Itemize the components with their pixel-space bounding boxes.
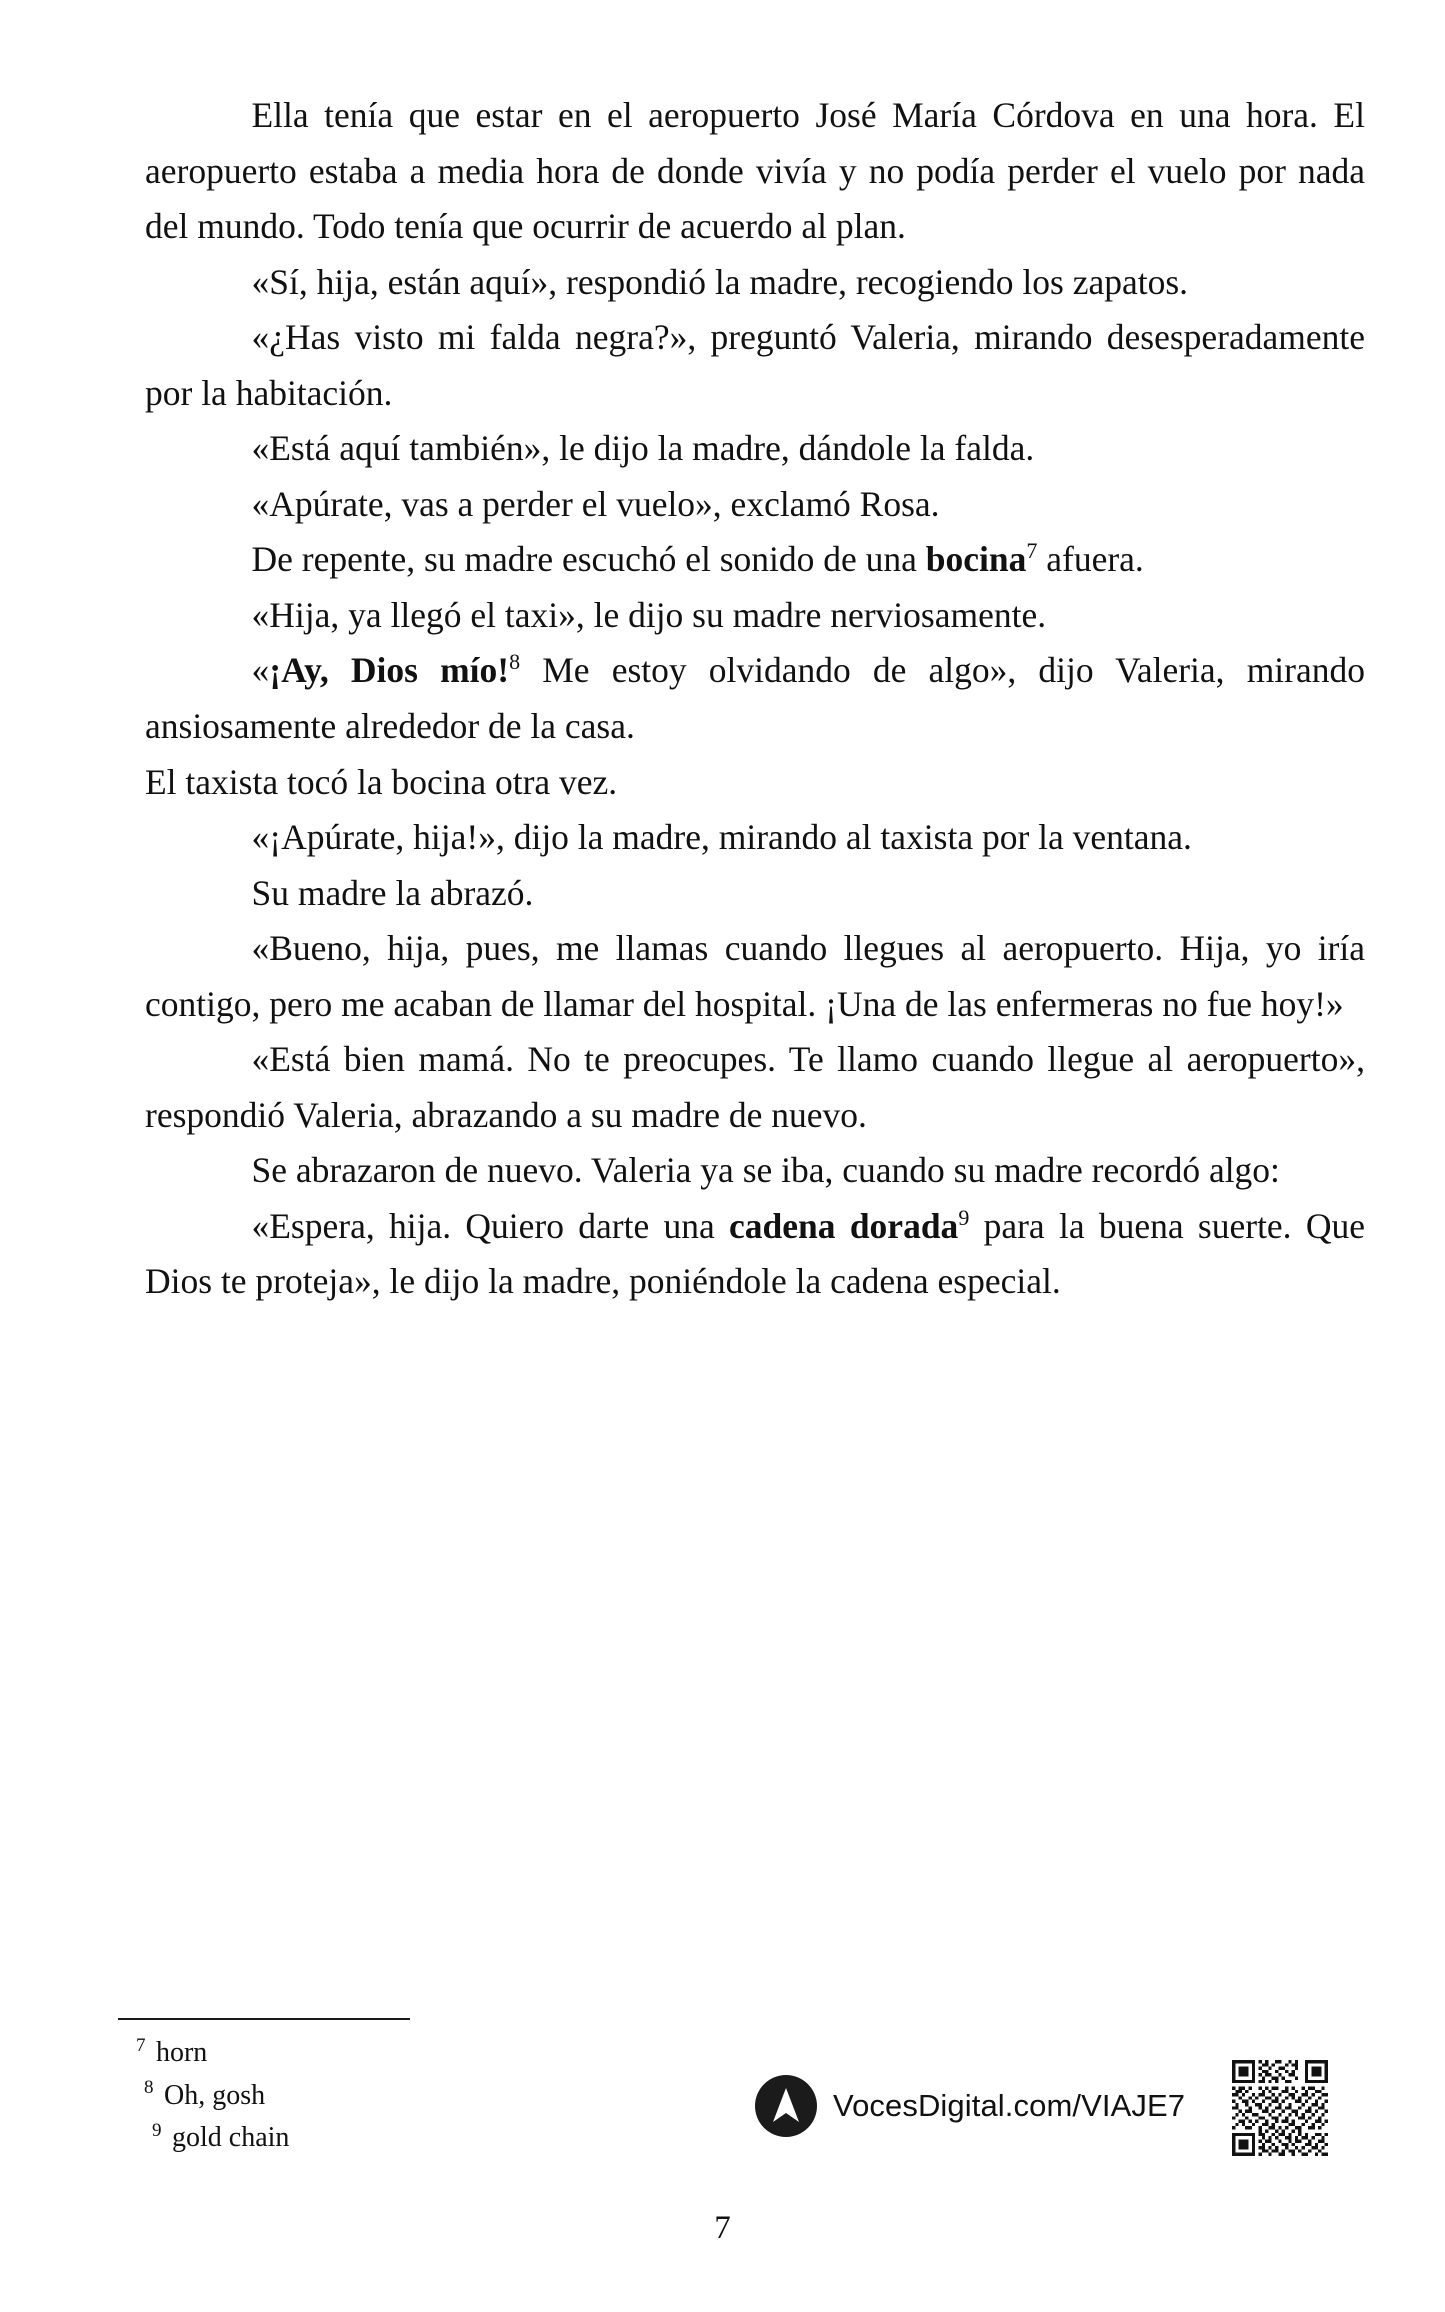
footnote-separator-rule xyxy=(118,2018,410,2020)
paragraph-text-after: afuera. xyxy=(1037,539,1144,580)
footnote-item xyxy=(136,2075,656,2118)
paragraph-text-before: «Espera, hija. Quiero darte una xyxy=(251,1205,730,1246)
paragraph-with-footnote xyxy=(145,532,1365,588)
navigation-arrow-icon xyxy=(755,2075,817,2137)
paragraph: Se abrazaron de nuevo. Valeria ya se iba, cuando su madre recordó algo: xyxy=(251,1150,1280,1191)
footnote-number: 8 xyxy=(144,2077,154,2099)
paragraph: «Está aquí también», le dijo la madre, dándole la falda. xyxy=(251,428,1035,469)
paragraph-text-after: para la buena suerte. Que Dios te proteja», le dijo la madre, poniéndole la cadena especial. xyxy=(145,1205,1365,1302)
paragraph: «¿Has visto mi falda negra?», preguntó Valeria, mirando desesperadamente por la habitación. xyxy=(145,317,1365,413)
paragraph: El taxista tocó la bocina otra vez. xyxy=(145,761,618,802)
footnote-marker[interactable]: 7 xyxy=(1026,538,1038,564)
paragraph-text-after: Me estoy olvidando de algo», dijo Valeria, mirando ansiosamente alrededor de la casa. xyxy=(145,650,1365,747)
qr-code-icon[interactable] xyxy=(1232,2060,1328,2156)
paragraph: Ella tenía que estar en el aeropuerto José María Córdova en una hora. El aeropuerto estaba a media hora de donde vivía y no podía perder el vuelo por nada del mundo. Todo tenía que ocurrir de acuerdo al plan. xyxy=(145,95,1365,247)
footnote-marker[interactable]: 9 xyxy=(958,1205,970,1231)
page-number: 7 xyxy=(714,2210,731,2246)
bold-term: cadena dorada xyxy=(729,1205,959,1246)
paragraph-with-footnote xyxy=(145,643,1365,754)
body-text-column xyxy=(145,88,1365,1310)
paragraph-text-before: « xyxy=(251,650,270,691)
footnotes-block xyxy=(136,2032,656,2160)
footnote-text: Oh, gosh xyxy=(163,2079,266,2111)
paragraph: «Hija, ya llegó el taxi», le dijo su madre nerviosamente. xyxy=(251,594,1047,635)
brand-label: VocesDigital.com/VIAJE7 xyxy=(833,2088,1186,2123)
paragraph: «Está bien mamá. No te preocupes. Te llamo cuando llegue al aeropuerto», respondió Valeria, abrazando a su madre de nuevo. xyxy=(145,1039,1365,1135)
paragraph: «Apúrate, vas a perder el vuelo», exclamó Rosa. xyxy=(251,483,940,524)
bold-term: bocina xyxy=(925,539,1027,580)
footnote-text: gold chain xyxy=(171,2122,290,2154)
paragraph-with-footnote xyxy=(145,1199,1365,1310)
footnote-marker[interactable]: 8 xyxy=(509,649,521,675)
paragraph: Su madre la abrazó. xyxy=(251,872,534,913)
footnote-item xyxy=(136,2032,656,2075)
paragraph-text-before: De repente, su madre escuchó el sonido de una xyxy=(251,539,926,580)
footnote-text: horn xyxy=(155,2037,208,2068)
bold-term: ¡Ay, Dios mío! xyxy=(269,650,510,691)
paragraph: «¡Apúrate, hija!», dijo la madre, mirando al taxista por la ventana. xyxy=(251,817,1192,858)
paragraph: «Sí, hija, están aquí», respondió la madre, recogiendo los zapatos. xyxy=(251,261,1189,302)
footnote-number: 7 xyxy=(136,2034,146,2056)
paragraph: «Bueno, hija, pues, me llamas cuando llegues al aeropuerto. Hija, yo iría contigo, pero me acaban de llamar del hospital. ¡Una de las enfermeras no fue hoy!» xyxy=(145,928,1365,1024)
footnote-item xyxy=(136,2117,656,2160)
brand-link[interactable] xyxy=(755,2075,1185,2137)
footnote-number: 9 xyxy=(152,2119,162,2141)
